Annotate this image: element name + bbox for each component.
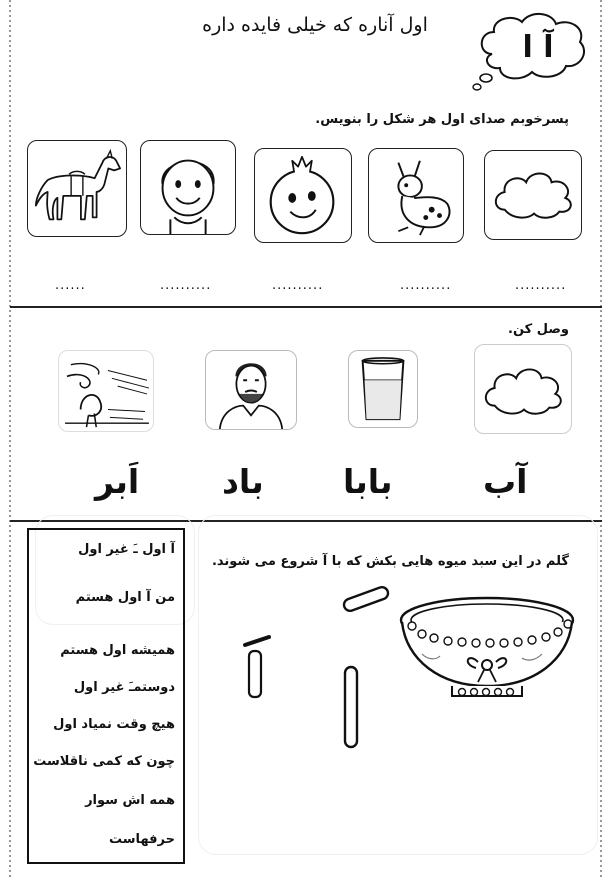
page-title: اول آناره که خیلی فایده داره bbox=[202, 14, 428, 36]
boy-face-icon bbox=[141, 141, 235, 234]
instruction-write-first-sound: پسرخوبم صدای اول هر شکل را بنویس. bbox=[315, 112, 569, 127]
letter-alef-madda-drawing bbox=[225, 585, 395, 755]
horse-icon bbox=[28, 141, 126, 236]
water-glass-icon bbox=[349, 351, 417, 427]
word-ab[interactable]: آب bbox=[483, 462, 528, 501]
answer-blank-5[interactable]: .......... bbox=[515, 278, 567, 293]
picture-water-glass bbox=[348, 350, 418, 428]
picture-boy bbox=[140, 140, 236, 235]
cloud-icon bbox=[485, 151, 581, 239]
cloud-icon bbox=[475, 345, 571, 433]
picture-horse bbox=[27, 140, 127, 237]
picture-wind bbox=[58, 350, 154, 432]
picture-cloud-2 bbox=[474, 344, 572, 434]
answer-blank-4[interactable]: .......... bbox=[400, 278, 452, 293]
deer-icon bbox=[369, 149, 463, 242]
instruction-draw-fruits: گلم در این سبد میوه هایی بکش که با آ شروع می شوند. bbox=[211, 554, 569, 569]
dotted-border-right bbox=[600, 0, 602, 879]
answer-blank-3[interactable]: .......... bbox=[272, 278, 324, 293]
picture-cloud bbox=[484, 150, 582, 240]
picture-deer bbox=[368, 148, 464, 243]
poem-line-6: چون که کمی ناقلاست bbox=[33, 754, 175, 769]
word-baba[interactable]: بابا bbox=[343, 462, 393, 501]
wind-icon bbox=[59, 351, 153, 431]
answer-blank-2[interactable]: .......... bbox=[160, 278, 212, 293]
poem-line-2: من آ اول هستم bbox=[75, 590, 175, 605]
poem-line-1: آ اول ـَ غیر اول bbox=[78, 542, 175, 557]
dotted-border-left bbox=[9, 0, 11, 879]
poem-box bbox=[27, 528, 185, 864]
poem-line-4: دوستمـَ غیر اول bbox=[73, 680, 175, 695]
word-abr[interactable]: اَبر bbox=[95, 462, 140, 501]
picture-father bbox=[205, 350, 297, 430]
poem-line-3: همیشه اول هستم bbox=[60, 643, 175, 658]
letter-badge: آ ا bbox=[522, 30, 554, 65]
section-divider-1 bbox=[10, 306, 602, 308]
basket-icon bbox=[392, 590, 582, 708]
father-icon bbox=[206, 351, 296, 429]
picture-pomegranate bbox=[254, 148, 352, 243]
poem-line-8: حرفهاست bbox=[109, 832, 175, 847]
answer-blank-1[interactable]: ...... bbox=[55, 278, 86, 293]
instruction-connect: وصل کن. bbox=[508, 322, 569, 337]
word-bad[interactable]: باد bbox=[222, 462, 264, 501]
poem-line-7: همه اش سوار bbox=[85, 793, 175, 808]
poem-line-5: هیچ وقت نمیاد اول bbox=[53, 717, 175, 732]
pomegranate-icon bbox=[255, 149, 351, 242]
